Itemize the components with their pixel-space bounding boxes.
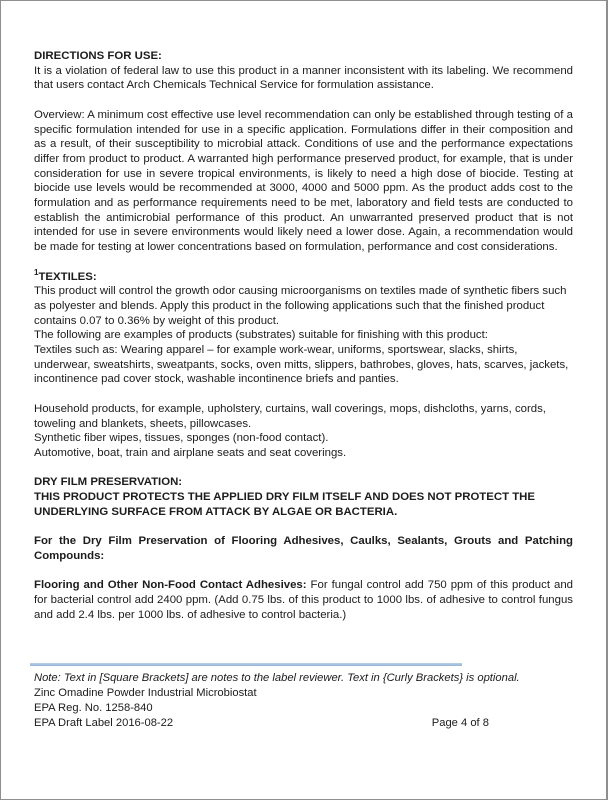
textiles-automotive-paragraph: Automotive, boat, train and airplane seats and seat coverings. (34, 446, 347, 459)
textiles-heading (34, 267, 573, 285)
spacer (34, 255, 573, 270)
dry-film-warning: THIS PRODUCT PROTECTS THE APPLIED DRY FILM ITSELF AND DOES NOT PROTECT THE UNDERLYING SURFACE FROM ATTACK BY ALGAE OR BACTERIA. (34, 491, 535, 518)
overview-paragraph: Overview: A minimum cost effective use level recommendation can only be established through testing of a specific formulation intended for use in a specific application. Formulations differ in their composition and as a result, of their susceptibility to microbial attack. Conditions of use and the performance expectations differ from product to product. A warranted high performance preserved product, for example, that is under consideration for use in severe tropical environments, is likely to need a high dose of biocide. Testing at biocide use levels would be recommended at 3000, 4000 and 5000 ppm. As the product adds cost to the formulation and as performance requirements need to be met, laboratory and field tests are conducted to establish the antimicrobial performance of this product. An unwarranted preserved product that is not intended for use in severe environments would likely need a lower dose. Again, a recommendation would be made for testing at lower concentrations based on formulation, performance and cost considerations. (34, 108, 573, 254)
footnote-superscript: 1 (34, 267, 39, 277)
footer-bottom-row (34, 716, 573, 731)
textiles-examples-intro: The following are examples of products (substrates) suitable for finishing with this product: (34, 329, 488, 342)
reviewer-note: Note: Text in [Square Brackets] are notes to the label reviewer. Text in {Curly Brackets} is optional. (34, 672, 520, 685)
dry-film-heading: DRY FILM PRESERVATION: (34, 476, 183, 489)
page-footer (34, 671, 573, 731)
spacer (34, 564, 573, 579)
epa-reg-number: EPA Reg. No. 1258-840 (34, 702, 153, 715)
flooring-lead-label: Flooring and Other Non-Food Contact Adhesives: (34, 579, 307, 592)
flooring-body-text: For fungal control add 750 ppm of this product and for bacterial control add 2400 ppm. (Add 0.75 lbs. of this product to 1000 lbs. of adhesive to control fungus and add 2.4 lbs. per 1000 lbs. of adhesive to control bacteria.) (34, 579, 573, 621)
violation-paragraph: It is a violation of federal law to use this product in a manner inconsistent with its labeling. We recommend that users contact Arch Chemicals Technical Service for formulation assistance. (34, 64, 573, 92)
footer-divider-rule (30, 663, 462, 666)
draft-label-date: EPA Draft Label 2016-08-22 (34, 717, 174, 730)
directions-heading: DIRECTIONS FOR USE: (34, 50, 162, 62)
spacer (34, 461, 573, 476)
dry-film-subheading: For the Dry Film Preservation of Flooring Adhesives, Caulks, Sealants, Grouts and Patching Compounds: (34, 535, 573, 562)
spacer (34, 519, 573, 534)
spacer (34, 93, 573, 108)
spacer (34, 387, 573, 402)
page-number: Page 4 of 8 (431, 717, 489, 730)
flooring-paragraph (34, 578, 573, 622)
textiles-wearing-paragraph: Textiles such as: Wearing apparel – for example work-wear, uniforms, sportswear, slacks, shirts, underwear, sweatshirts, sweatpants, socks, oven mitts, slippers, bathrobes, gloves, hats, scarves, jackets, incontinence pad cover stock, washable incontinence briefs and panties. (34, 344, 569, 386)
product-name: Zinc Omadine Powder Industrial Microbiostat (34, 687, 257, 700)
textiles-heading-label: TEXTILES: (38, 270, 97, 283)
page-content (34, 49, 573, 731)
textiles-household-paragraph: Household products, for example, upholstery, curtains, wall coverings, mops, dishcloths, yarns, cords, toweling and blankets, sheets, pillowcases. (34, 402, 546, 430)
textiles-wipes-paragraph: Synthetic fiber wipes, tissues, sponges (non-food contact). (34, 432, 329, 445)
textiles-control-paragraph: This product will control the growth odor causing microorganisms on textiles made of synthetic fibers such as polyester and blends. Apply this product in the following applications such that the finished product contains 0.07 to 0.36% by weight of this product. (34, 285, 567, 327)
